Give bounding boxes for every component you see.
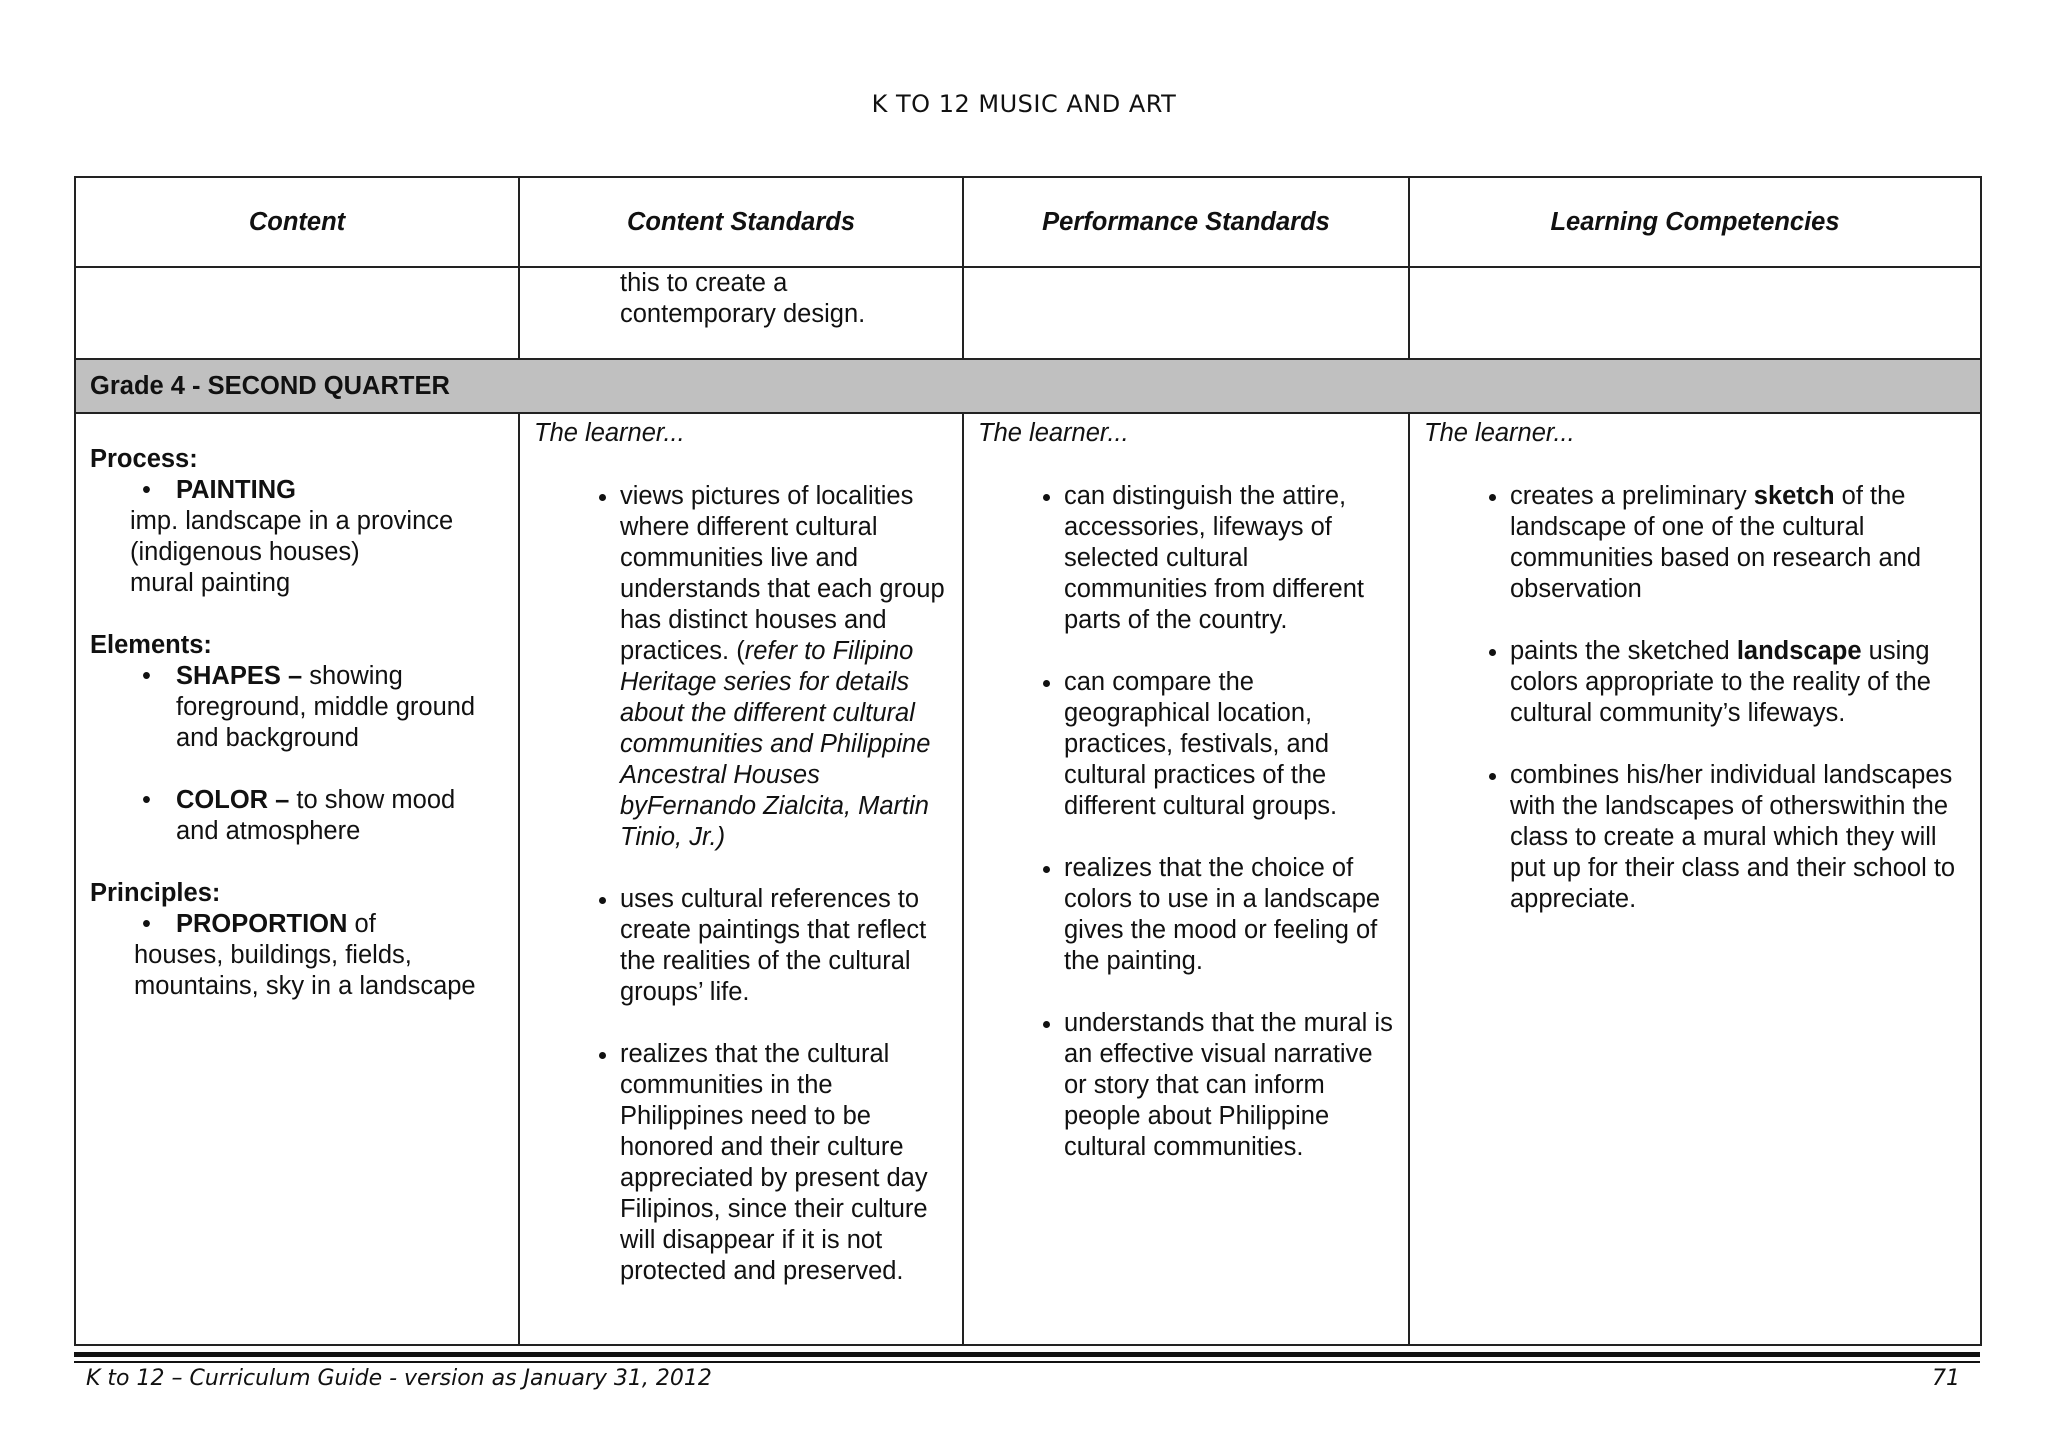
performance-standard-item: • realizes that the choice of colors to use in a landscape gives the mood or feeling of the painting.	[1064, 853, 1394, 977]
learning-competencies-cell	[1409, 413, 1981, 1345]
color-line: and atmosphere	[176, 817, 361, 845]
competency-keyword: landscape	[1736, 637, 1862, 665]
competency-keyword: sketch	[1753, 482, 1835, 510]
column-header-content-standards: Content Standards	[519, 177, 963, 267]
continuation-content-cell	[75, 267, 519, 359]
competency-item	[1510, 481, 1956, 605]
footer-rule-thin	[74, 1361, 1980, 1363]
performance-standard-item: • understands that the mural is an effective visual narrative or story that can inform people about Philippine cultural communities.	[1064, 1008, 1394, 1163]
quarter-label: Grade 4 - SECOND QUARTER	[75, 359, 1981, 413]
learning-competencies-intro: The learner...	[1424, 419, 1575, 447]
proportion-line: houses, buildings, fields,	[134, 941, 412, 969]
content-cell	[75, 413, 519, 1345]
continuation-performance-cell	[963, 267, 1409, 359]
proportion-line: mountains, sky in a landscape	[134, 972, 476, 1000]
shapes-line: and background	[176, 724, 359, 752]
color-item: • COLOR – to show mood	[142, 786, 456, 814]
painting-line: (indigenous houses)	[130, 538, 360, 566]
painting-line: imp. landscape in a province	[130, 507, 454, 535]
curriculum-table	[74, 176, 1982, 1346]
continuation-content-standards-cell	[519, 267, 963, 359]
page-header: K TO 12 MUSIC AND ART	[871, 90, 1177, 118]
page-number: 71	[1932, 1366, 1960, 1391]
competency-text: of the landscape of one of the cultural communities based on research and observation	[1510, 482, 1922, 603]
quarter-row	[75, 359, 1981, 413]
content-standards-intro: The learner...	[534, 419, 685, 447]
painting-label: PAINTING	[176, 476, 296, 504]
shapes-text: showing	[302, 662, 403, 690]
competency-text: creates a preliminary	[1510, 482, 1754, 510]
continuation-line: this to create a	[620, 269, 788, 297]
competency-text: using colors appropriate to the reality of the cultural community’s lifeways.	[1510, 637, 1931, 727]
content-standard-reference: refer to Filipino Heritage series for details about the different cultural communities and Philippine Ancestral Houses byFernando Zialcita, Martin Tinio, Jr.)	[620, 637, 931, 851]
content-standards-cell	[519, 413, 963, 1345]
principles-title: Principles:	[90, 879, 221, 907]
color-text: to show mood	[289, 786, 456, 814]
content-standard-item: • realizes that the cultural communities in the Philippines need to be honored and their culture appreciated by present day Filipinos, since their culture will disappear if it is not protected and preserved.	[620, 1039, 948, 1287]
shapes-item: • SHAPES – showing	[142, 662, 403, 690]
proportion-item: • PROPORTION of	[142, 910, 376, 938]
color-label: COLOR –	[176, 786, 290, 814]
process-title: Process:	[90, 445, 198, 473]
continuation-line: contemporary design.	[620, 300, 866, 328]
elements-title: Elements:	[90, 631, 212, 659]
performance-standards-intro: The learner...	[978, 419, 1129, 447]
competency-item: • combines his/her individual landscapes with the landscapes of otherswithin the class to create a mural which they will put up for their class and their school to appreciate.	[1510, 760, 1956, 915]
column-header-learning-competencies: Learning Competencies	[1409, 177, 1981, 267]
column-header-content: Content	[75, 177, 519, 267]
content-standard-item	[620, 481, 948, 853]
proportion-label: PROPORTION	[176, 910, 348, 938]
content-standard-text: views pictures of localities where different cultural communities live and understands that each group has distinct houses and practices. (	[620, 482, 945, 665]
painting-item: • PAINTING	[142, 476, 296, 504]
shapes-line: foreground, middle ground	[176, 693, 476, 721]
performance-standard-item: • can compare the geographical location, practices, festivals, and cultural practices of the different cultural groups.	[1064, 667, 1394, 822]
quarter-body-row	[75, 413, 1981, 1345]
competency-text: paints the sketched	[1510, 637, 1737, 665]
table-header-row	[75, 177, 1981, 267]
column-header-performance-standards: Performance Standards	[963, 177, 1409, 267]
competency-item	[1510, 636, 1956, 729]
content-standard-item: • uses cultural references to create paintings that reflect the realities of the cultural groups’ life.	[620, 884, 948, 1008]
continuation-row	[75, 267, 1981, 359]
performance-standards-cell	[963, 413, 1409, 1345]
continuation-competencies-cell	[1409, 267, 1981, 359]
shapes-label: SHAPES –	[176, 662, 303, 690]
proportion-text: of	[347, 910, 376, 938]
footer-version: K to 12 – Curriculum Guide - version as January 31, 2012	[86, 1366, 712, 1391]
footer-rule-thick	[74, 1352, 1980, 1357]
painting-line: mural painting	[130, 569, 291, 597]
performance-standard-item: • can distinguish the attire, accessories, lifeways of selected cultural communities from different parts of the country.	[1064, 481, 1394, 636]
